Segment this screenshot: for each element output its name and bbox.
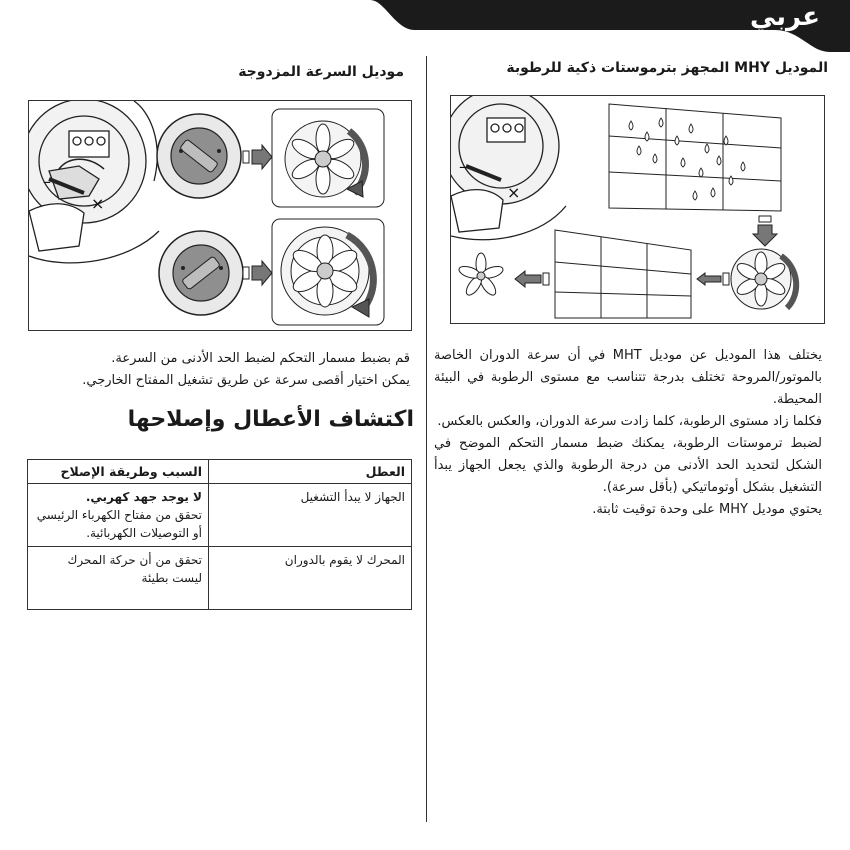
- mhy-paragraph-4: يحتوي موديل MHY على وحدة توقيت ثابتة.: [592, 502, 822, 517]
- mhy-description: [434, 345, 822, 521]
- mhy-paragraph-2: فكلما زاد مستوى الرطوبة، كلما زادت سرعة الدوران، والعكس بالعكس.: [437, 414, 822, 429]
- cause-bold-text: لا يوجد جهد كهربي.: [85, 490, 202, 504]
- humidity-figure: [450, 95, 825, 324]
- dual-speed-description: [28, 348, 410, 392]
- language-tab: [370, 0, 850, 52]
- table-header-row: [28, 460, 412, 484]
- cause-cell: [28, 547, 209, 610]
- svg-text:–: –: [459, 157, 467, 176]
- svg-text:×: ×: [507, 183, 521, 202]
- troubleshooting-title: اكتشاف الأعطال وإصلاحها: [127, 407, 414, 432]
- dual-speed-heading: موديل السرعة المزدوجة: [238, 64, 404, 80]
- troubleshooting-table: [27, 459, 412, 610]
- cause-text: تحقق من مفتاح الكهرباء الرئيسي أو التوصيلات الكهربائية.: [36, 508, 202, 540]
- table-row: [28, 547, 412, 610]
- dual-speed-paragraph-1: قم بضبط مسمار التحكم لضبط الحد الأدنى من السرعة.: [111, 351, 410, 366]
- fault-header: العطل: [209, 460, 412, 484]
- column-divider: [426, 56, 427, 822]
- cause-header: السبب وطريقة الإصلاح: [28, 460, 209, 484]
- language-label: عربي: [749, 2, 820, 32]
- cause-text: تحقق من أن حركة المحرك ليست بطيئة: [67, 553, 202, 585]
- table-row: [28, 484, 412, 547]
- dual-speed-paragraph-2: يمكن اختيار أقصى سرعة عن طريق تشغيل المفتاح الخارجي.: [82, 373, 410, 388]
- mhy-paragraph-3: لضبط ترموستات الرطوبة، يمكنك ضبط مسمار التحكم الموضح في الشكل لتحديد الحد الأدنى من درجة الرطوبة والذي يجعل الجهاز يبدأ التشغيل بشكل أوتوماتيكي (بأقل سرعة).: [434, 436, 822, 495]
- fault-cell: الجهاز لا يبدأ التشغيل: [209, 484, 412, 547]
- fault-cell: المحرك لا يقوم بالدوران: [209, 547, 412, 610]
- dual-speed-figure: [28, 100, 412, 331]
- svg-text:–: –: [43, 172, 51, 191]
- mhy-paragraph-1: يختلف هذا الموديل عن موديل MHT في أن سرعة الدوران الخاصة بالموتور/المروحة تختلف بدرجة تتناسب مع مستوى الرطوبة في البيئة المحيطة.: [434, 348, 822, 407]
- svg-text:×: ×: [91, 194, 105, 213]
- cause-cell: [28, 484, 209, 547]
- mhy-heading: الموديل MHY المجهز بترموستات ذكية للرطوبة: [506, 60, 828, 76]
